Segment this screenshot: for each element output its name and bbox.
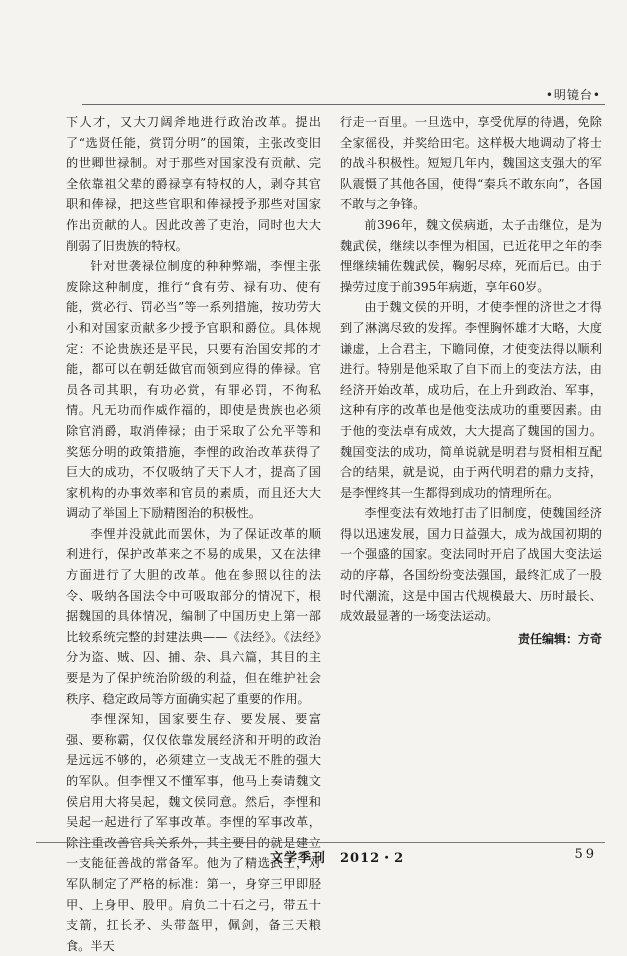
column-title: •明镜台• (545, 88, 601, 102)
paragraph: 行走一百里。一旦选中，享受优厚的待遇，免除全家徭役，并奖给田宅。这样极大地调动了将士的战斗积极性。短短几年内，魏国这支强大的军队震慑了其他各国，使得“秦兵不敢东向”，各国不敢与之争锋。 (340, 115, 602, 212)
paragraph: 前396年，魏文侯病逝，太子击继位，是为魏武侯，继续以李悝为相国，已近花甲之年的李悝继续辅佐魏武侯，鞠躬尽瘁，死而后已。由于操劳过度于前395年病逝，享年60岁。 (340, 217, 602, 294)
paragraph: 李悝并没就此而罢休，为了保证改革的顺利进行，保护改革来之不易的成果，又在法律方面进行了大胆的改革。他在参照以往的法令、吸纳各国法令中可吸取部分的情况下，根据魏国的具体情况，编制了中国历史上第一部比较系统完整的封建法典——《法经》。《法经》分为盗、贼、囚、捕、杂、具六篇，其目的主要是为了保护统治阶级的利益，但在维护社会秩序、稳定政局等方面确实起了重要的作用。 (66, 526, 321, 706)
paragraph: 下人才，又大刀阔斧地进行政治改革。提出了“选贤任能，赏罚分明”的国策，主张改变旧的世卿世禄制。对于那些对国家没有贡献、完全依靠祖父辈的爵禄享有特权的人，剥夺其官职和俸禄，把这些官职和俸禄授予那些对国家作出贡献的人。因此改善了吏治，同时也大大削弱了旧贵族的特权。 (66, 115, 321, 253)
right-column (340, 112, 602, 649)
footer-rule (36, 842, 605, 843)
left-column (66, 112, 321, 956)
editor-credit: 责任编辑：方奇 (517, 631, 602, 646)
header-rule (82, 104, 605, 105)
paragraph: 李悝变法有效地打击了旧制度，使魏国经济得以迅速发展，国力日益强大，成为战国初期的一个强盛的国家。变法同时开启了战国大变法运动的序幕，各国纷纷变法强国，最终汇成了一股时代潮流，这是中国古代规模最大、历时最长、成效最显著的一场变法运动。 (340, 506, 602, 624)
page-number: 59 (574, 847, 597, 862)
paragraph: 李悝深知，国家要生存、要发展、要富强、要称霸，仅仅依靠发展经济和开明的政治是远远不够的，必须建立一支战无不胜的强大的军队。但李悝又不懂军事，他马上奏请魏文侯启用大将吴起，魏文侯同意。然后，李悝和吴起一起进行了军事改革。李悝的军事改革，除注重改善官兵关系外，其主要目的就是建立一支能征善战的常备军。他为了精选武士，对军队制定了严格的标准：第一，身穿三甲即胫甲、上身甲、股甲。肩负二十石之弓，带五十支箭，扛长矛、头带盔甲，佩剑，备三天粮食。半天 (66, 712, 321, 953)
paragraph: 由于魏文侯的开明，才使李悝的济世之才得到了淋漓尽致的发挥。李悝胸怀雄才大略，大度谦虚，上合君主，下瞻同僚，才使变法得以顺利进行。特别是他采取了自下而上的变法方法，由经济开始改革，成功后，在上升到政治、军事，这种有序的改革也是他变法成功的重要因素。由于他的变法卓有成效，大大提高了魏国的国力。魏国变法的成功，简单说就是明君与贤相相互配合的结果，就是说，由于两代明君的鼎力支持，是李悝终其一生都得到成功的情理所在。 (340, 300, 602, 500)
magazine-issue: 文学季刊 2012・2 (270, 851, 405, 866)
paragraph: 针对世袭禄位制度的种种弊端，李悝主张废除这种制度，推行“食有劳、禄有功、使有能，赏必行、罚必当”等一系列措施，按功劳大小和对国家贡献多少授予官职和爵位。具体规定：不论贵族还是平民，只要有治国安邦的才能，都可以在朝廷做官而领到应得的俸禄。官员各司其职，有功必赏，有罪必罚，不徇私情。凡无功而作威作福的，即使是贵族也必须除官消爵，取消俸禄；由于采取了公允平等和奖惩分明的政策措施，李悝的政治改革获得了巨大的成功，不仅吸纳了天下人才，提高了国家机构的办事效率和官员的素质，而且还大大调动了举国上下励精图治的积极性。 (66, 259, 321, 521)
